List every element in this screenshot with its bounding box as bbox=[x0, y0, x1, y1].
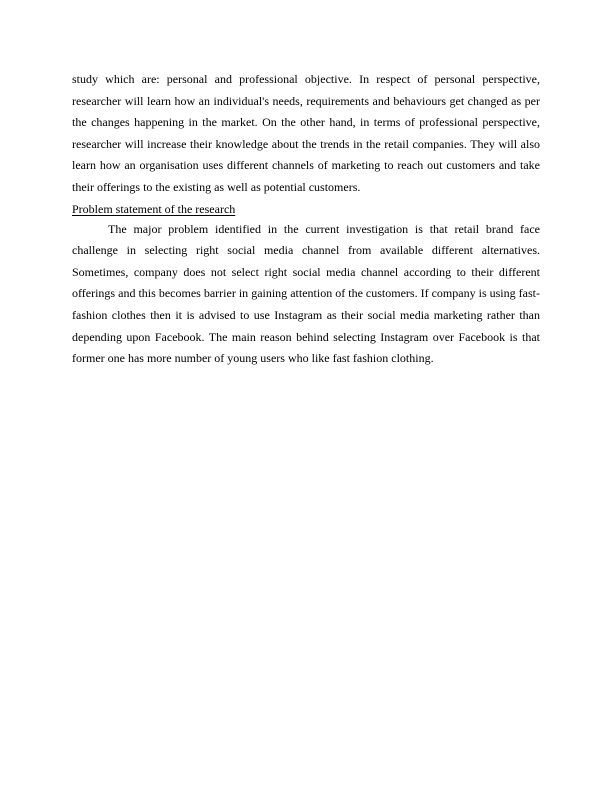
section-heading-problem-statement: Problem statement of the research bbox=[72, 201, 236, 216]
document-body bbox=[72, 69, 540, 370]
body-paragraph-objectives: study which are: personal and professional objective. In respect of personal perspective, researcher will learn how an individual's needs, requirements and behaviours get changed as per the changes happening in the market. On the other hand, in terms of professional perspective, researcher will increase their knowledge about the trends in the retail companies. They will also learn how an organisation uses different channels of marketing to reach out customers and take their offerings to the existing as well as potential customers. bbox=[72, 72, 540, 194]
body-paragraph-problem-statement: The major problem identified in the current investigation is that retail brand face challenge in selecting right social media channel from available different alternatives. Sometimes, company does not select right social media channel according to their different offerings and this becomes barrier in gaining attention of the customers. If company is using fast-fashion clothes then it is advised to use Instagram as their social media marketing rather than depending upon Facebook. The main reason behind selecting Instagram over Facebook is that former one has more number of young users who like fast fashion clothing. bbox=[72, 221, 540, 366]
